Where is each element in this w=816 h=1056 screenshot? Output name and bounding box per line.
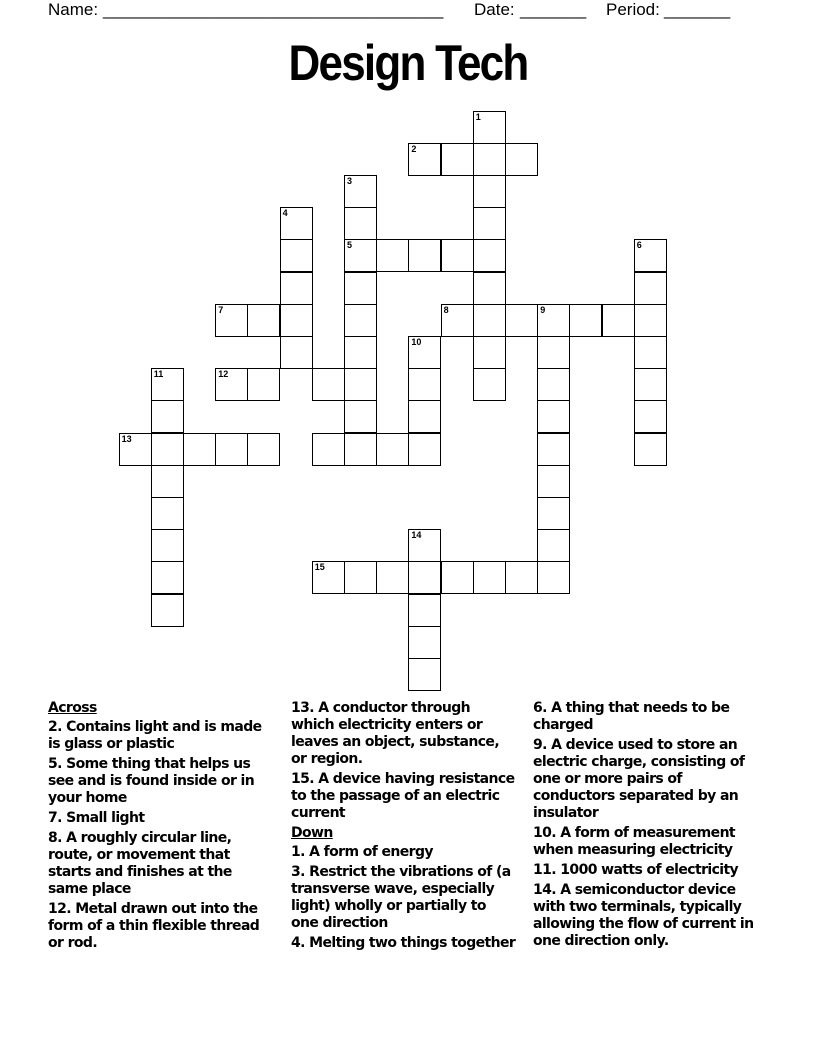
crossword-cell[interactable] — [344, 304, 377, 337]
clue-number: 8 — [443, 304, 449, 315]
crossword-cell[interactable] — [247, 433, 280, 466]
crossword-cell[interactable] — [344, 400, 377, 433]
across-heading: Across — [48, 700, 97, 716]
clue-number: 5 — [347, 240, 353, 251]
clue-number: 4 — [282, 208, 288, 219]
crossword-cell[interactable] — [473, 175, 506, 208]
crossword-cell[interactable] — [247, 368, 280, 401]
crossword-cell[interactable] — [408, 143, 441, 176]
crossword-cell[interactable] — [344, 207, 377, 240]
crossword-cell[interactable] — [280, 304, 313, 337]
crossword-cell[interactable] — [441, 561, 474, 594]
crossword-cell[interactable] — [408, 626, 441, 659]
clue-down-3: 3. Restrict the vibrations of (a transverse wave, especially light) wholly or partially to one direction — [291, 864, 511, 931]
crossword-cell[interactable] — [151, 465, 184, 498]
crossword-cell[interactable] — [247, 304, 280, 337]
period-line[interactable]: _______ — [664, 0, 731, 19]
clue-down-11: 11. 1000 watts of electricity — [533, 862, 739, 878]
crossword-cell[interactable] — [408, 433, 441, 466]
crossword-cell[interactable] — [376, 239, 409, 272]
clue-across-2: 2. Contains light and is made is glass or plastic — [48, 719, 262, 752]
crossword-cell[interactable] — [537, 561, 570, 594]
crossword-cell[interactable] — [537, 529, 570, 562]
crossword-cell[interactable] — [537, 304, 570, 337]
clue-down-9: 9. A device used to store an electric charge, consisting of one or more pairs of conductors separated by an insulator — [533, 737, 745, 821]
crossword-cell[interactable] — [408, 239, 441, 272]
crossword-cell[interactable] — [376, 433, 409, 466]
crossword-cell[interactable] — [537, 497, 570, 530]
crossword-cell[interactable] — [408, 529, 441, 562]
crossword-cell[interactable] — [537, 368, 570, 401]
clue-number: 10 — [411, 337, 422, 347]
crossword-cell[interactable] — [634, 239, 667, 272]
clue-number: 3 — [347, 176, 353, 186]
name-line[interactable]: ____________________________________ — [103, 0, 444, 19]
crossword-cell[interactable] — [473, 336, 506, 369]
clue-column-3 — [533, 700, 759, 953]
crossword-cell[interactable] — [569, 304, 602, 337]
clue-number: 1 — [475, 111, 481, 122]
crossword-cell[interactable] — [473, 143, 506, 176]
clue-column-2 — [291, 700, 517, 955]
crossword-cell[interactable] — [634, 304, 667, 337]
crossword-cell[interactable] — [280, 207, 313, 240]
crossword-cell[interactable] — [344, 433, 377, 466]
clue-number: 2 — [411, 143, 417, 154]
clue-number: 9 — [540, 304, 546, 315]
crossword-cell[interactable] — [376, 561, 409, 594]
crossword-cell[interactable] — [344, 272, 377, 305]
crossword-cell[interactable] — [344, 239, 377, 272]
crossword-cell[interactable] — [634, 272, 667, 305]
clue-down-4: 4. Melting two things together — [291, 935, 516, 951]
clue-number: 14 — [411, 530, 422, 541]
crossword-cell[interactable] — [215, 433, 248, 466]
crossword-cell[interactable] — [537, 400, 570, 433]
crossword-cell[interactable] — [280, 272, 313, 305]
clue-down-10: 10. A form of measurement when measuring electricity — [533, 825, 736, 858]
period-label: Period: — [606, 0, 660, 19]
crossword-cell[interactable] — [634, 400, 667, 433]
clue-number: 15 — [314, 562, 325, 573]
crossword-cell[interactable] — [280, 336, 313, 369]
crossword-cell[interactable] — [151, 433, 184, 466]
crossword-cell[interactable] — [151, 400, 184, 433]
clue-down-14: 14. A semiconductor device with two terminals, typically allowing the flow of current in one direction only. — [533, 882, 754, 949]
crossword-cell[interactable] — [312, 368, 345, 401]
crossword-cell[interactable] — [215, 304, 248, 337]
date-label: Date: — [474, 0, 515, 19]
crossword-cell[interactable] — [408, 658, 441, 691]
crossword-cell[interactable] — [344, 561, 377, 594]
down-heading: Down — [291, 825, 333, 841]
clue-down-1: 1. A form of energy — [291, 844, 433, 860]
clue-across-7: 7. Small light — [48, 810, 145, 826]
date-line[interactable]: _______ — [520, 0, 587, 19]
clue-across-5: 5. Some thing that helps us see and is found inside or in your home — [48, 756, 255, 806]
crossword-cell[interactable] — [634, 368, 667, 401]
crossword-cell[interactable] — [473, 207, 506, 240]
crossword-cell[interactable] — [634, 433, 667, 466]
crossword-cell[interactable] — [408, 594, 441, 627]
crossword-cell[interactable] — [151, 594, 184, 627]
crossword-cell[interactable] — [441, 239, 474, 272]
clue-column-1 — [48, 700, 274, 955]
crossword-cell[interactable] — [473, 304, 506, 337]
clue-number: 11 — [153, 369, 164, 380]
crossword-cell[interactable] — [441, 304, 474, 337]
name-label: Name: — [48, 0, 99, 19]
clue-number: 13 — [121, 433, 132, 444]
clue-across-15: 15. A device having resistance to the passage of an electric current — [291, 771, 515, 821]
crossword-cell[interactable] — [505, 561, 538, 594]
clue-number: 6 — [636, 240, 642, 251]
crossword-cell[interactable] — [408, 400, 441, 433]
crossword-cell[interactable] — [408, 368, 441, 401]
crossword-cell[interactable] — [473, 239, 506, 272]
crossword-cell[interactable] — [408, 561, 441, 594]
crossword-cell[interactable] — [312, 561, 345, 594]
crossword-cell[interactable] — [505, 143, 538, 176]
crossword-cell[interactable] — [215, 368, 248, 401]
clue-number: 12 — [218, 369, 229, 380]
crossword-cell[interactable] — [151, 368, 184, 401]
crossword-cell[interactable] — [280, 239, 313, 272]
crossword-cell[interactable] — [119, 433, 152, 466]
clue-across-13: 13. A conductor through which electricity enters or leaves an object, substance, or region. — [291, 700, 500, 767]
crossword-cell[interactable] — [473, 111, 506, 144]
crossword-cell[interactable] — [537, 433, 570, 466]
crossword-cell[interactable] — [537, 465, 570, 498]
clue-down-6: 6. A thing that needs to be charged — [533, 700, 730, 733]
crossword-cell[interactable] — [344, 175, 377, 208]
clue-list — [48, 700, 768, 1000]
crossword-cell[interactable] — [408, 336, 441, 369]
crossword-cell[interactable] — [151, 561, 184, 594]
crossword-cell[interactable] — [183, 433, 216, 466]
crossword-cell[interactable] — [473, 368, 506, 401]
crossword-cell[interactable] — [441, 143, 474, 176]
crossword-cell[interactable] — [473, 561, 506, 594]
crossword-cell[interactable] — [537, 336, 570, 369]
crossword-cell[interactable] — [344, 336, 377, 369]
clue-number: 7 — [218, 304, 224, 315]
clue-across-8: 8. A roughly circular line, route, or movement that starts and finishes at the same place — [48, 830, 232, 897]
clue-across-12: 12. Metal drawn out into the form of a thin flexible thread or rod. — [48, 901, 260, 951]
crossword-cell[interactable] — [312, 433, 345, 466]
crossword-cell[interactable] — [473, 272, 506, 305]
crossword-cell[interactable] — [151, 529, 184, 562]
crossword-cell[interactable] — [505, 304, 538, 337]
crossword-cell[interactable] — [634, 336, 667, 369]
crossword-cell[interactable] — [151, 497, 184, 530]
crossword-cell[interactable] — [602, 304, 635, 337]
page-title: Design Tech — [288, 35, 528, 91]
crossword-cell[interactable] — [344, 368, 377, 401]
